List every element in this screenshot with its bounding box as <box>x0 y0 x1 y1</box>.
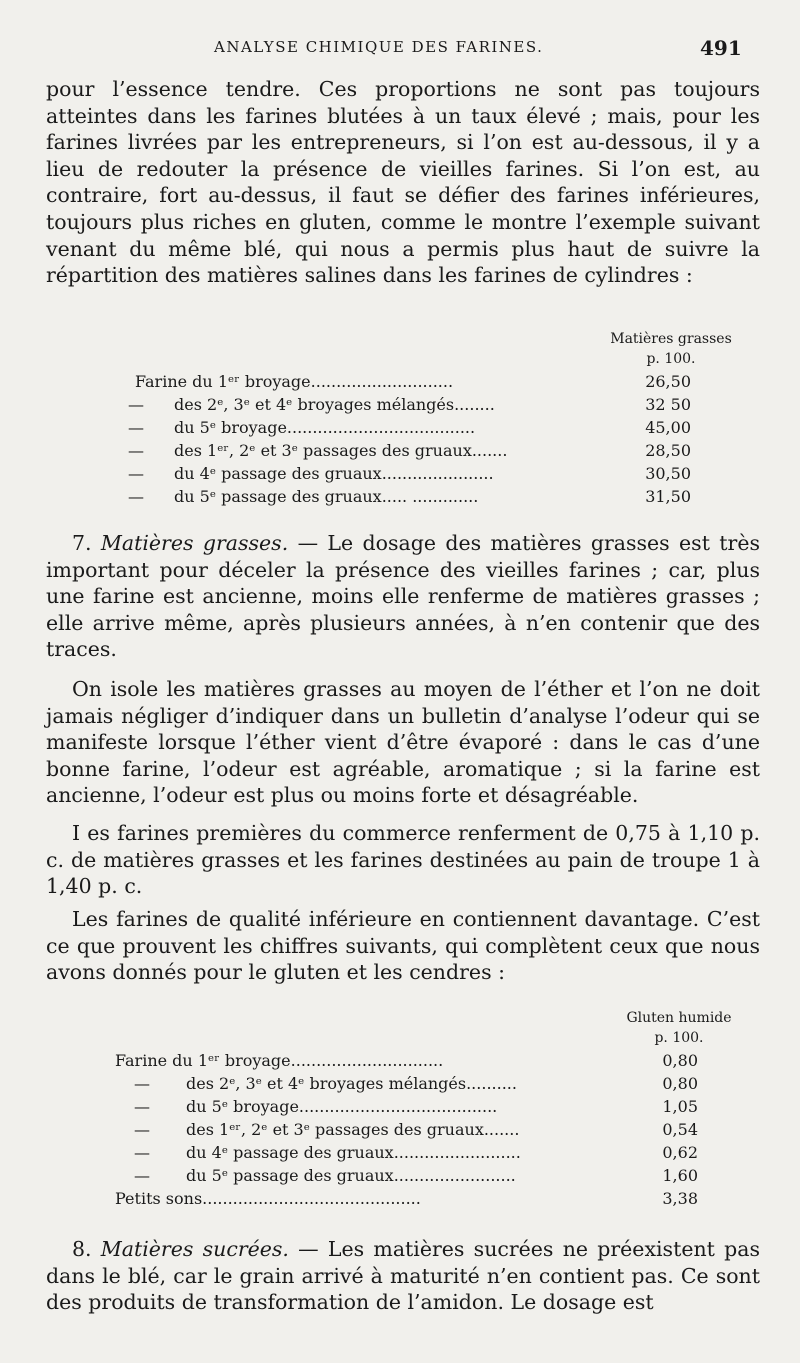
page-header <box>0 36 800 62</box>
table1-row: — du 5ᵉ broyage..................................... 45,00 <box>128 418 691 437</box>
table2-row: — des 2ᵉ, 3ᵉ et 4ᵉ broyages mélangés.......... 0,80 <box>134 1074 698 1093</box>
section-8-paragraph: 8. Matières sucrées. — Les matières sucrées ne préexistent pas dans le blé, car le grain arrivé à maturité n’en contient pas. Ce sont des produits de transformation de l’amidon. Le dosage est <box>46 1237 760 1315</box>
table1-row: — des 2ᵉ, 3ᵉ et 4ᵉ broyages mélangés........ 32 50 <box>128 395 691 414</box>
table1-row: — du 5ᵉ passage des gruaux..... ............. 31,50 <box>128 487 691 506</box>
table2-row: — des 1ᵉʳ, 2ᵉ et 3ᵉ passages des gruaux....... 0,54 <box>134 1120 698 1139</box>
section-7-paragraph-2: On isole les matières grasses au moyen de l’éther et l’on ne doit jamais négliger d’indiquer dans un bulletin d’analyse l’odeur qui se manifeste lorsque l’éther vient d’être évaporé : dans le cas d’une bonne farine, l’odeur est agréable, aromatique ; si la farine est ancienne, l’odeur est plus ou moins forte et désagréable. <box>46 677 760 808</box>
section-7-paragraph-4: Les farines de qualité inférieure en contiennent davantage. C’est ce que prouvent les chiffres suivants, qui complètent ceux que nous avons donnés pour le gluten et les cendres : <box>46 907 760 985</box>
fat-content-table <box>0 326 800 510</box>
table1-unit: p. 100. <box>646 351 696 367</box>
table2-row: — du 5ᵉ passage des gruaux........................ 1,60 <box>134 1166 698 1185</box>
table2-row: — du 5ᵉ broyage....................................... 1,05 <box>134 1097 698 1116</box>
table2-unit: p. 100. <box>654 1030 704 1046</box>
section-7-number: 7. <box>72 531 92 555</box>
section-7-paragraph-3: I es farines premières du commerce renferment de 0,75 à 1,10 p. c. de matières grasses et les farines destinées au pain de troupe 1 à 1,40 p. c. <box>46 821 760 899</box>
table1-column-heading: Matières grasses <box>610 331 732 347</box>
section-7-paragraph: 7. Matières grasses. — Le dosage des matières grasses est très important pour déceler la présence des vieilles farines ; car, plus une farine est ancienne, moins elle renferme de matières grasses ; elle arrive même, après plusieurs années, à n’en contenir que des traces. <box>46 531 760 662</box>
gluten-table <box>0 1005 800 1215</box>
running-title: ANALYSE CHIMIQUE DES FARINES. <box>214 38 544 56</box>
table1-row: — des 1ᵉʳ, 2ᵉ et 3ᵉ passages des gruaux....... 28,50 <box>128 441 691 460</box>
table1-row: Farine du 1ᵉʳ broyage............................ 26,50 <box>135 372 691 391</box>
section-8-title: Matières sucrées. <box>100 1237 289 1261</box>
section-8-number: 8. <box>72 1237 92 1261</box>
intro-paragraph: pour l’essence tendre. Ces proportions ne sont pas toujours atteintes dans les farines blutées à un taux élevé ; mais, pour les farines livrées par les entrepreneurs, si l’on est au-dessous, il y a lieu de redouter la présence de vieilles farines. Si l’on est, au contraire, fort au-dessus, il faut se défier des farines inférieures, toujours plus riches en gluten, comme le montre l’exemple suivant venant du même blé, qui nous a permis plus haut de suivre la répartition des matières salines dans les farines de cylindres : <box>46 77 760 288</box>
page-number: 491 <box>700 36 742 60</box>
section-7-title: Matières grasses. <box>100 531 289 555</box>
table1-row: — du 4ᵉ passage des gruaux...................... 30,50 <box>128 464 691 483</box>
table2-row: Farine du 1ᵉʳ broyage.............................. 0,80 <box>115 1051 698 1070</box>
table2-row: — du 4ᵉ passage des gruaux......................... 0,62 <box>134 1143 698 1162</box>
table2-column-heading: Gluten humide <box>626 1010 732 1026</box>
table2-row: Petits sons........................................... 3,38 <box>115 1189 698 1208</box>
